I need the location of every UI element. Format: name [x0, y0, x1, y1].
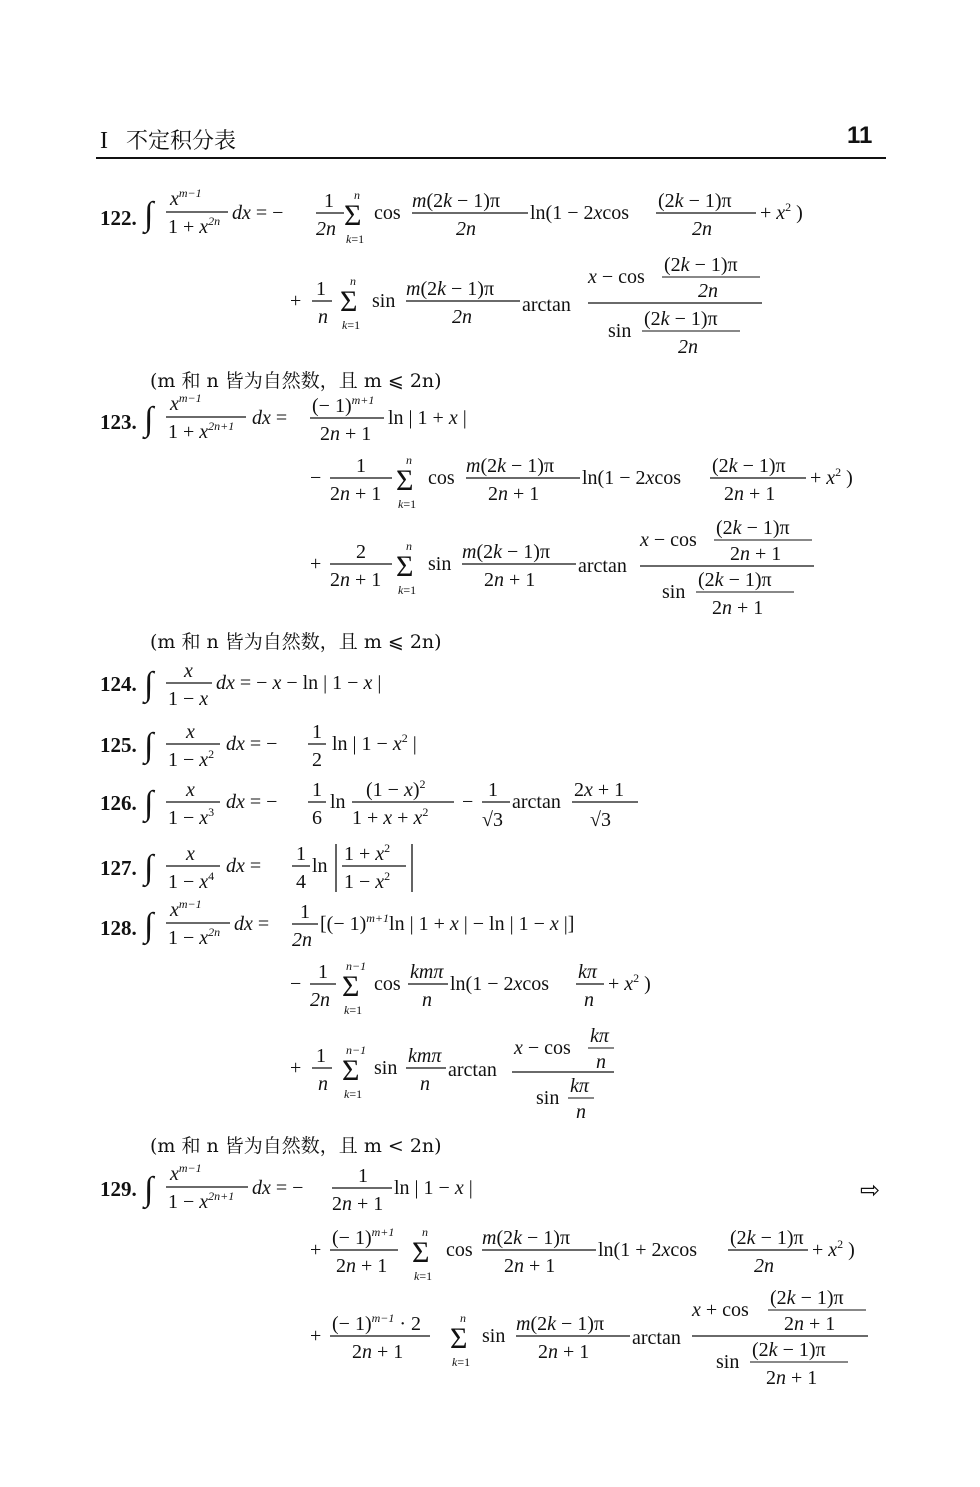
svg-text:dx = −: dx = − [232, 202, 284, 224]
svg-text:√3: √3 [590, 809, 611, 831]
svg-text:2n + 1: 2n + 1 [766, 1367, 818, 1389]
formula-123 [140, 390, 880, 620]
svg-text:(2k − 1)π: (2k − 1)π [770, 1287, 844, 1309]
svg-text:x + cos: x + cos [692, 1299, 749, 1321]
svg-text:2: 2 [312, 749, 322, 771]
svg-text:dx =: dx = [226, 855, 262, 877]
svg-text:2n + 1: 2n + 1 [332, 1193, 384, 1215]
svg-text:m(2k − 1)π: m(2k − 1)π [406, 278, 495, 300]
formula-122 [140, 185, 840, 360]
svg-text:∫: ∫ [144, 849, 154, 886]
section-numeral: I [100, 128, 108, 154]
svg-text:x: x [186, 779, 195, 801]
svg-text:arctan: arctan [632, 1327, 681, 1349]
svg-text:−: − [462, 791, 474, 813]
svg-text:k=1: k=1 [452, 1355, 471, 1369]
svg-text:kmπ: kmπ [408, 1045, 442, 1067]
svg-text:1: 1 [312, 779, 322, 801]
formula-128 [140, 896, 700, 1126]
svg-text:∫: ∫ [144, 196, 154, 233]
svg-text:2n: 2n [456, 218, 476, 240]
svg-text:∫: ∫ [144, 666, 154, 703]
svg-text:2n: 2n [754, 1255, 774, 1277]
svg-text:ln(1 − 2xcos: ln(1 − 2xcos [530, 202, 630, 224]
svg-text:n: n [406, 453, 412, 467]
svg-text:√3: √3 [482, 809, 503, 831]
svg-text:Σ: Σ [396, 550, 414, 583]
svg-text:n: n [596, 1051, 606, 1073]
svg-text:1: 1 [318, 961, 328, 983]
svg-text:2n + 1: 2n + 1 [330, 483, 382, 505]
svg-text:n: n [406, 539, 412, 553]
condition-128: (m 和 n 皆为自然数，且 m < 2n) [150, 1135, 442, 1157]
formula-number-122: 122. [100, 206, 137, 230]
condition-123: (m 和 n 皆为自然数，且 m ⩽ 2n) [150, 631, 442, 653]
svg-text:[(− 1)m+1ln | 1 + x | − ln | 1: [(− 1)$^{m+1}$ln | 1 + x | − ln | 1 − x |] [320, 911, 575, 935]
svg-text:2n + 1: 2n + 1 [784, 1313, 836, 1335]
svg-text:+: + [290, 290, 302, 312]
svg-text:1: 1 [316, 278, 326, 300]
svg-text:n: n [460, 1311, 466, 1325]
running-head [100, 124, 236, 155]
svg-text:+ x2 ): + $x^2$ ) [760, 200, 803, 224]
svg-text:n: n [318, 1073, 328, 1095]
svg-text:k=1: k=1 [344, 1087, 363, 1101]
svg-text:(2k − 1)π: (2k − 1)π [658, 190, 732, 212]
svg-text:1 + x2n: $1 + x^{2n}$ [168, 214, 221, 238]
svg-text:x: x [186, 843, 195, 865]
svg-text:m(2k − 1)π: m(2k − 1)π [482, 1227, 571, 1249]
svg-text:m(2k − 1)π: m(2k − 1)π [516, 1313, 605, 1335]
svg-text:Σ: Σ [344, 199, 362, 232]
svg-text:1: 1 [324, 190, 334, 212]
svg-text:kmπ: kmπ [410, 961, 444, 983]
svg-text:arctan: arctan [512, 791, 561, 813]
svg-text:Σ: Σ [342, 970, 360, 1003]
svg-text:∫: ∫ [144, 401, 154, 438]
svg-text:2n + 1: 2n + 1 [488, 483, 540, 505]
svg-text:n: n [350, 274, 356, 288]
svg-text:1: 1 [316, 1045, 326, 1067]
svg-text:arctan: arctan [522, 294, 571, 316]
svg-text:sin: sin [716, 1351, 740, 1373]
formula-number-128: 128. [100, 916, 137, 940]
svg-text:xm−1: $x^{m-1}$ [170, 186, 202, 210]
svg-text:1 − x2n: $1 - x^{2n}$ [168, 925, 221, 949]
svg-text:(2k − 1)π: (2k − 1)π [644, 308, 718, 330]
page-number: 11 [847, 122, 873, 149]
svg-text:x: x [184, 660, 193, 682]
formula-number-123: 123. [100, 410, 137, 434]
svg-text:sin: sin [608, 320, 632, 342]
svg-text:n: n [576, 1101, 586, 1123]
svg-text:6: 6 [312, 807, 322, 829]
svg-text:cos: cos [446, 1239, 473, 1261]
svg-text:m(2k − 1)π: m(2k − 1)π [466, 455, 555, 477]
svg-text:(2k − 1)π: (2k − 1)π [716, 517, 790, 539]
formula-126 [140, 774, 700, 838]
svg-text:1 + x + x2: $1 + x + x^2$ [352, 805, 429, 829]
svg-text:2n: 2n [452, 306, 472, 328]
svg-text:k=1: k=1 [344, 1003, 363, 1017]
svg-text:2n: 2n [692, 218, 712, 240]
svg-text:k=1: k=1 [398, 497, 417, 511]
svg-text:2n: 2n [316, 218, 336, 240]
svg-text:−: − [310, 467, 322, 489]
svg-text:dx = −: dx = − [226, 733, 278, 755]
svg-text:Σ: Σ [396, 464, 414, 497]
svg-text:m(2k − 1)π: m(2k − 1)π [412, 190, 501, 212]
svg-text:n: n [354, 188, 360, 202]
formula-125 [140, 716, 560, 776]
svg-text:cos: cos [374, 202, 401, 224]
header-rule [96, 157, 886, 159]
svg-text:n: n [420, 1073, 430, 1095]
svg-text:m(2k − 1)π: m(2k − 1)π [462, 541, 551, 563]
svg-text:ln(1 + 2xcos: ln(1 + 2xcos [598, 1239, 698, 1261]
svg-text:2n: 2n [678, 336, 698, 358]
svg-text:∫: ∫ [144, 727, 154, 764]
svg-text:sin: sin [536, 1087, 560, 1109]
svg-text:xm−1: $x^{m-1}$ [170, 1161, 202, 1185]
svg-text:2n: 2n [310, 989, 330, 1011]
svg-text:(2k − 1)π: (2k − 1)π [698, 569, 772, 591]
svg-text:+: + [310, 1239, 322, 1261]
svg-text:n: n [422, 1225, 428, 1239]
condition-122: (m 和 n 皆为自然数，且 m ⩽ 2n) [150, 370, 442, 392]
svg-text:n−1: n−1 [346, 959, 367, 973]
svg-text:2n + 1: 2n + 1 [538, 1341, 590, 1363]
svg-text:x − cos: x − cos [514, 1037, 571, 1059]
formula-number-124: 124. [100, 672, 137, 696]
formula-number-129: 129. [100, 1177, 137, 1201]
svg-text:2n + 1: 2n + 1 [730, 543, 782, 565]
svg-text:(2k − 1)π: (2k − 1)π [664, 254, 738, 276]
svg-text:k=1: k=1 [342, 318, 361, 332]
svg-text:2n: 2n [698, 280, 718, 302]
svg-text:+ x2 ): + $x^2$ ) [812, 1237, 855, 1261]
svg-text:+: + [290, 1057, 302, 1079]
svg-text:1: 1 [300, 901, 310, 923]
svg-text:xm−1: $x^{m-1}$ [170, 897, 202, 921]
svg-text:2n + 1: 2n + 1 [352, 1341, 404, 1363]
svg-text:kπ: kπ [570, 1075, 589, 1097]
svg-text:(2k − 1)π: (2k − 1)π [712, 455, 786, 477]
svg-text:−: − [290, 973, 302, 995]
svg-text:arctan: arctan [578, 555, 627, 577]
svg-text:1: 1 [296, 843, 306, 865]
svg-text:dx =: dx = [252, 407, 288, 429]
svg-text:(2k − 1)π: (2k − 1)π [752, 1339, 826, 1361]
svg-text:(− 1)m−1 · 2: (− 1)$^{m-1}$ · 2 [332, 1311, 422, 1335]
svg-text:2n + 1: 2n + 1 [712, 597, 764, 619]
svg-text:1 − x2: $1 - x^2$ [344, 869, 391, 893]
svg-text:+: + [310, 553, 322, 575]
svg-text:ln(1 − 2xcos: ln(1 − 2xcos [450, 973, 550, 995]
svg-text:2n: 2n [292, 929, 312, 951]
formula-number-126: 126. [100, 791, 137, 815]
svg-text:n: n [584, 989, 594, 1011]
svg-text:dx =: dx = [234, 913, 270, 935]
svg-text:(− 1)m+1: (− 1)$^{m+1}$ [332, 1225, 395, 1249]
svg-text:1: 1 [488, 779, 498, 801]
formula-124 [140, 655, 560, 715]
svg-text:2n + 1: 2n + 1 [320, 423, 372, 445]
svg-text:n−1: n−1 [346, 1043, 367, 1057]
svg-text:kπ: kπ [590, 1025, 609, 1047]
formula-129 [140, 1160, 880, 1390]
svg-text:4: 4 [296, 871, 306, 893]
svg-text:1 − x2: $1 - x^2$ [168, 747, 215, 771]
svg-text:1 − x2n+1: $1 - x^{2n+1}$ [168, 1189, 235, 1213]
svg-text:x − cos: x − cos [588, 266, 645, 288]
svg-text:kπ: kπ [578, 961, 597, 983]
svg-text:sin: sin [428, 553, 452, 575]
svg-text:arctan: arctan [448, 1059, 497, 1081]
svg-text:k=1: k=1 [414, 1269, 433, 1283]
svg-text:Σ: Σ [412, 1236, 430, 1269]
svg-text:k=1: k=1 [346, 232, 365, 246]
svg-text:1 − x3: $1 - x^3$ [168, 805, 215, 829]
svg-text:2x + 1: 2x + 1 [574, 779, 625, 801]
svg-text:+ x2 ): + $x^2$ ) [608, 971, 651, 995]
svg-text:2: 2 [356, 541, 366, 563]
formula-number-127: 127. [100, 856, 137, 880]
svg-text:1 + x2: $1 + x^2$ [344, 841, 391, 865]
svg-text:cos: cos [374, 973, 401, 995]
svg-text:k=1: k=1 [398, 583, 417, 597]
svg-text:n: n [422, 989, 432, 1011]
svg-text:x: x [186, 721, 195, 743]
svg-text:dx = −: dx = − [252, 1177, 304, 1199]
svg-text:2n + 1: 2n + 1 [484, 569, 536, 591]
svg-text:(− 1)m+1: (− 1)$^{m+1}$ [312, 393, 375, 417]
svg-text:2n + 1: 2n + 1 [724, 483, 776, 505]
svg-text:(2k − 1)π: (2k − 1)π [730, 1227, 804, 1249]
svg-text:1 − x4: $1 - x^4$ [168, 869, 215, 893]
svg-text:n: n [318, 306, 328, 328]
svg-text:x − cos: x − cos [640, 529, 697, 551]
svg-text:sin: sin [482, 1325, 506, 1347]
svg-text:ln | 1 − x |: ln | 1 − x | [394, 1177, 473, 1199]
svg-text:ln | 1 − x2 |: ln | $1 - x^2$ | [332, 731, 417, 755]
svg-text:+: + [310, 1325, 322, 1347]
svg-text:1: 1 [358, 1165, 368, 1187]
svg-text:1: 1 [312, 721, 322, 743]
svg-text:Σ: Σ [450, 1322, 468, 1355]
svg-text:sin: sin [374, 1057, 398, 1079]
svg-text:∫: ∫ [144, 907, 154, 944]
svg-text:ln | 1 + x |: ln | 1 + x | [388, 407, 467, 429]
svg-text:1 − x: 1 − x [168, 688, 209, 710]
svg-text:Σ: Σ [340, 285, 358, 318]
section-title: 不定积分表 [126, 129, 237, 154]
svg-text:sin: sin [662, 581, 686, 603]
svg-text:dx = − x − ln | 1 − x |: dx = − x − ln | 1 − x | [216, 672, 382, 694]
svg-text:∫: ∫ [144, 1171, 154, 1208]
svg-text:ln: ln [330, 791, 346, 813]
svg-text:ln(1 − 2xcos: ln(1 − 2xcos [582, 467, 682, 489]
svg-text:1: 1 [356, 455, 366, 477]
svg-text:(1 − x)2: $(1 - x)^2$ [366, 777, 426, 801]
svg-text:dx = −: dx = − [226, 791, 278, 813]
formula-number-125: 125. [100, 733, 137, 757]
right-arrow-icon: ⇨ [860, 1176, 881, 1204]
svg-text:2n + 1: 2n + 1 [330, 569, 382, 591]
svg-text:cos: cos [428, 467, 455, 489]
formula-127 [140, 838, 540, 902]
svg-text:2n + 1: 2n + 1 [504, 1255, 556, 1277]
svg-text:2n + 1: 2n + 1 [336, 1255, 388, 1277]
svg-text:ln: ln [312, 855, 328, 877]
svg-text:+ x2 ): + $x^2$ ) [810, 465, 853, 489]
svg-text:∫: ∫ [144, 785, 154, 822]
svg-text:1 + x2n+1: $1 + x^{2n+1}$ [168, 419, 235, 443]
svg-text:Σ: Σ [342, 1054, 360, 1087]
svg-text:sin: sin [372, 290, 396, 312]
svg-text:xm−1: $x^{m-1}$ [170, 391, 202, 415]
